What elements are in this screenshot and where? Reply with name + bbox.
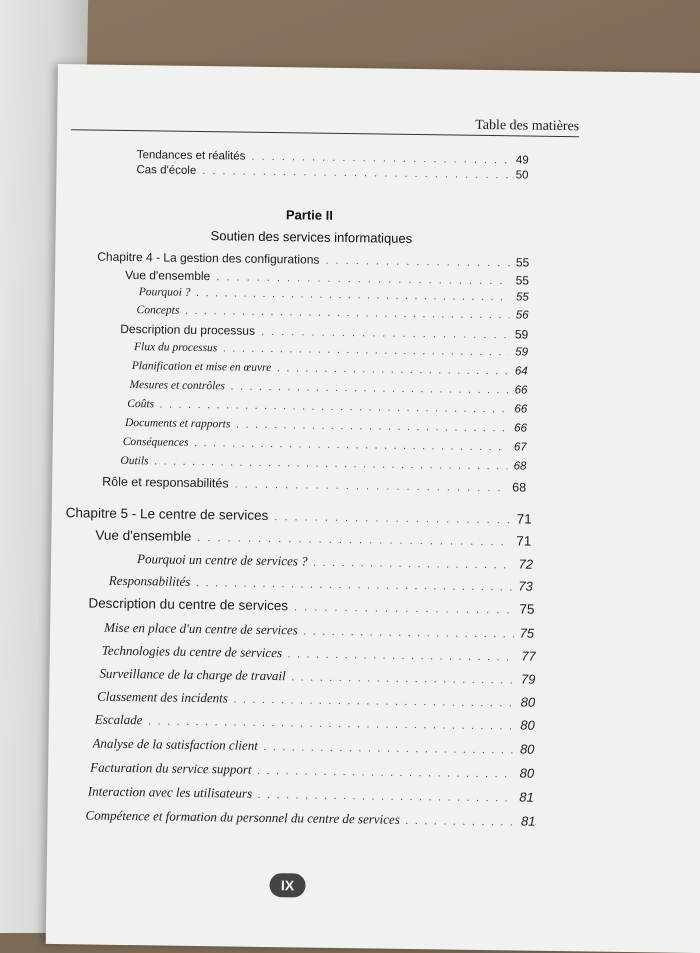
leader-dots [277, 362, 509, 377]
toc-entry-label: Coûts [127, 398, 155, 411]
toc-entry-label: Cas d'école [136, 164, 197, 177]
toc-entry-label: Mesures et contrôles [129, 379, 225, 393]
leader-dots [194, 437, 508, 453]
toc-entry-page: 68 [513, 460, 527, 473]
leader-dots [251, 151, 510, 167]
toc-entry-label: Pourquoi un centre de services ? [136, 551, 308, 569]
toc-entry-page: 80 [520, 694, 536, 710]
leader-dots [258, 789, 513, 805]
leader-dots [274, 511, 511, 526]
leader-dots [288, 648, 515, 663]
toc-entry-page: 79 [520, 671, 536, 687]
toc-entry-page: 75 [519, 625, 535, 641]
toc-entry-page: 50 [515, 169, 529, 182]
toc-entry-page: 77 [521, 648, 536, 664]
toc-entry-page: 64 [514, 365, 528, 378]
leader-dots [235, 479, 507, 495]
leader-dots [314, 557, 513, 572]
toc-entry [102, 643, 536, 665]
toc-entry-label: Outils [120, 454, 149, 468]
leader-dots [406, 815, 515, 829]
leader-dots [264, 741, 514, 756]
leader-dots [257, 765, 513, 781]
toc-entry-page: 66 [514, 403, 528, 416]
toc-entry-page: 56 [515, 309, 529, 322]
toc-entry [88, 595, 534, 616]
leader-dots [292, 671, 516, 686]
toc-entry [120, 455, 526, 473]
toc-entry-page: 59 [515, 346, 529, 359]
toc-entry [120, 322, 528, 342]
toc-entry-page: 71 [516, 533, 532, 549]
toc-entry [88, 783, 534, 805]
leader-dots [202, 165, 510, 181]
toc-entry-label: Technologies du centre de services [101, 642, 283, 661]
toc-entry-page: 55 [515, 291, 529, 304]
toc-entry-label: Flux du processus [133, 341, 218, 355]
toc-entry-label: Escalade [94, 711, 143, 728]
toc-entry-label: Vue d'ensemble [124, 267, 211, 284]
toc-entry-page: 49 [515, 154, 529, 167]
toc-entry [129, 379, 527, 397]
toc-entry-page: 81 [519, 789, 534, 805]
toc-entry-label: Facturation du service support [90, 759, 252, 777]
leader-dots [197, 532, 510, 548]
toc-entry [125, 268, 529, 288]
toc-entry [109, 573, 533, 595]
toc-entry-label: Classement des incidents [97, 688, 228, 706]
toc-entry-label: Interaction avec les utilisateurs [87, 783, 253, 801]
leader-dots [216, 271, 510, 287]
toc-entry [95, 712, 535, 734]
toc-entry [85, 807, 535, 829]
chapter-title-label: Chapitre 5 - Le centre de services [65, 505, 269, 523]
leader-dots [236, 419, 508, 435]
toc-entry-label: Conséquences [122, 435, 189, 449]
toc-entry-label: Vue d'ensemble [95, 527, 192, 544]
toc-entry [136, 304, 528, 321]
toc-entry-label: Description du processus [120, 321, 256, 338]
leader-dots [196, 287, 510, 303]
toc-entry [92, 736, 534, 758]
toc-entry-page: 80 [519, 741, 535, 757]
toc-entry [125, 417, 527, 435]
toc-entry-page: 67 [513, 441, 527, 454]
leader-dots [196, 577, 512, 593]
toc-entry-page: 73 [518, 578, 533, 594]
toc-entry-page: 75 [519, 601, 535, 617]
chapter-title [66, 505, 532, 527]
leader-dots [261, 326, 509, 341]
chapter-page: 71 [516, 511, 532, 527]
toc-entry-page: 66 [514, 384, 528, 397]
toc-entry-label: Compétence et formation du personnel du centre de services [85, 807, 400, 827]
chapter-page: 55 [515, 255, 530, 270]
chapter-title [97, 250, 529, 270]
leader-dots [155, 455, 508, 472]
toc-entry-label: Mise en place d'un centre de services [104, 619, 298, 638]
toc-entry-label: Responsabilités [108, 572, 191, 589]
leader-dots [234, 694, 515, 710]
toc-entry [136, 164, 528, 181]
toc-page [46, 64, 700, 953]
toc-entry [123, 436, 527, 454]
toc-entry [102, 475, 526, 495]
toc-entry [97, 689, 535, 711]
toc-entry-label: Surveillance de la charge de travail [99, 665, 286, 684]
part-title: Partie II [285, 207, 333, 223]
leader-dots [304, 625, 514, 640]
toc-entry-page: 80 [519, 765, 535, 781]
part-subtitle: Soutien des services informatiques [210, 228, 413, 246]
leader-dots [294, 601, 514, 616]
toc-entry-page: 66 [514, 422, 528, 435]
toc-entry-page: 72 [518, 556, 534, 572]
toc-entry-label: Documents et rapports [124, 416, 231, 431]
page-header [71, 105, 579, 137]
toc-entry-page: 80 [520, 717, 535, 733]
toc-entry-label: Tendances et réalités [136, 149, 246, 163]
toc-entry [127, 398, 527, 416]
leader-dots [231, 380, 509, 396]
toc-entry [132, 360, 528, 378]
toc-entry [137, 551, 533, 573]
toc-entry-page: 68 [512, 480, 527, 495]
toc-entry [99, 666, 535, 688]
toc-entry [134, 341, 528, 358]
leader-dots [148, 715, 514, 732]
toc-entry-label: Concepts [136, 304, 180, 317]
toc-entry-page: 59 [514, 327, 529, 342]
chapter-title-label: Chapitre 4 - La gestion des configurations [97, 249, 320, 267]
page-number-badge: IX [269, 873, 305, 898]
toc-entry-page: 55 [515, 273, 530, 288]
leader-dots [325, 255, 510, 270]
toc-entry [139, 286, 529, 303]
toc-entry-page: 81 [520, 813, 536, 829]
toc-entry [95, 528, 531, 549]
header-title: Table des matières [475, 117, 580, 135]
toc-entry-label: Analyse de la satisfaction client [92, 735, 258, 753]
toc-entry [90, 760, 534, 782]
leader-dots [160, 398, 508, 415]
toc-entry-label: Pourquoi ? [138, 286, 191, 299]
leader-dots [223, 342, 509, 358]
toc-entry [104, 620, 534, 642]
toc-entry-label: Description du centre de services [88, 595, 289, 614]
leader-dots [185, 305, 510, 322]
toc-entry-label: Rôle et responsabilités [102, 474, 229, 491]
toc-entry-label: Planification et mise en œuvre [131, 360, 272, 375]
